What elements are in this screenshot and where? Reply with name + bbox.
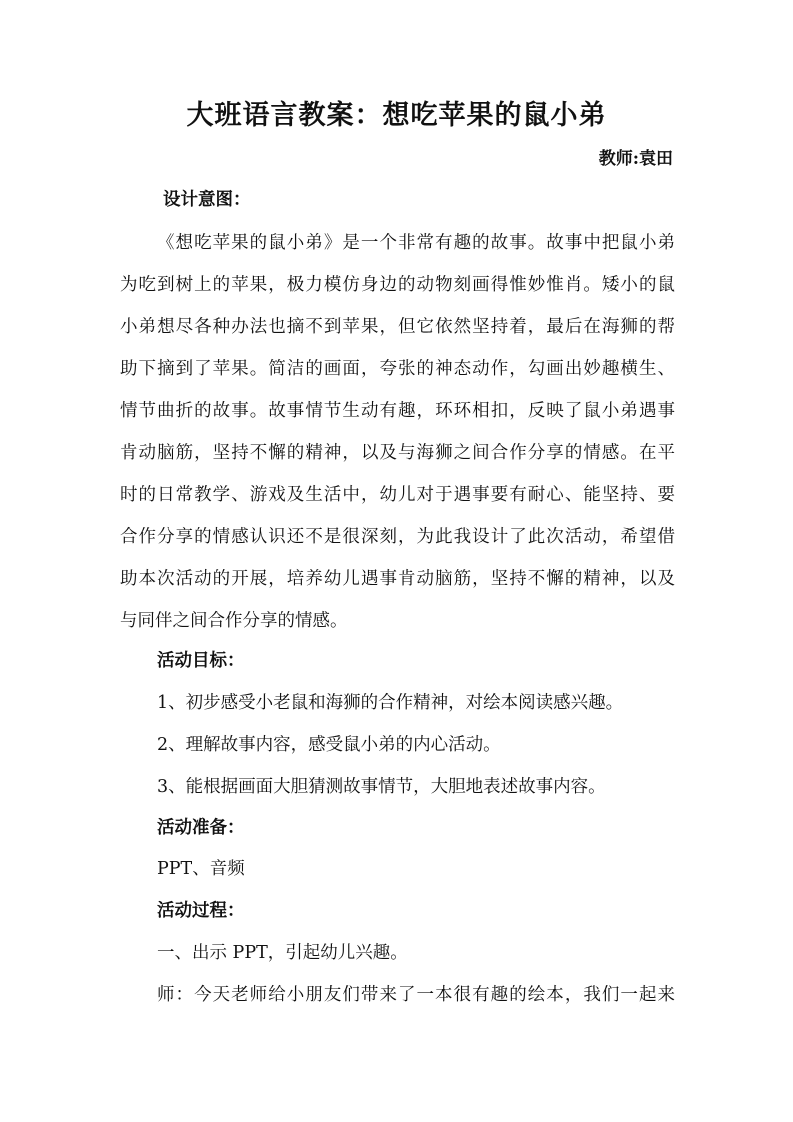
goals-heading: 活动目标： — [157, 651, 245, 671]
goal-item: 3、能根据画面大胆猜测故事情节，大胆地表述故事内容。 — [157, 777, 606, 797]
design-paragraph-line: 肯动脑筋，坚持不懈的精神，以及与海狮之间合作分享的情感。在平 — [120, 443, 675, 463]
goal-item: 1、初步感受小老鼠和海狮的合作精神，对绘本阅读感兴趣。 — [157, 693, 624, 713]
goal-item: 2、理解故事内容，感受鼠小弟的内心活动。 — [157, 735, 501, 755]
author-line: 教师:袁田 — [598, 149, 673, 169]
design-paragraph-line: 助本次活动的开展，培养幼儿遇事肯动脑筋，坚持不懈的精神，以及 — [120, 569, 675, 589]
process-line: 师：今天老师给小朋友们带来了一本很有趣的绘本，我们一起来 — [157, 985, 675, 1005]
process-line: 一、出示 PPT，引起幼儿兴趣。 — [157, 943, 408, 963]
design-paragraph-line: 为吃到树上的苹果，极力模仿身边的动物刻画得惟妙惟肖。矮小的鼠 — [120, 275, 675, 295]
design-paragraph-line: 助下摘到了苹果。简洁的画面，夸张的神态动作，勾画出妙趣横生、 — [120, 359, 675, 379]
page-title: 大班语言教案：想吃苹果的鼠小弟 — [186, 100, 607, 131]
design-paragraph-line: 与同伴之间合作分享的情感。 — [120, 611, 348, 631]
design-paragraph-line: 时的日常教学、游戏及生活中，幼儿对于遇事要有耐心、能坚持、要 — [120, 485, 675, 505]
design-paragraph-line: 《想吃苹果的鼠小弟》是一个非常有趣的故事。故事中把鼠小弟 — [157, 233, 675, 253]
design-heading: 设计意图： — [163, 190, 251, 210]
prep-heading: 活动准备： — [157, 818, 245, 838]
process-heading: 活动过程： — [157, 901, 245, 921]
design-paragraph-line: 小弟想尽各种办法也摘不到苹果，但它依然坚持着，最后在海狮的帮 — [120, 317, 675, 337]
prep-text: PPT、音频 — [157, 859, 245, 879]
design-paragraph-line: 情节曲折的故事。故事情节生动有趣，环环相扣，反映了鼠小弟遇事 — [120, 401, 675, 421]
design-paragraph-line: 合作分享的情感认识还不是很深刻，为此我设计了此次活动，希望借 — [120, 527, 675, 547]
